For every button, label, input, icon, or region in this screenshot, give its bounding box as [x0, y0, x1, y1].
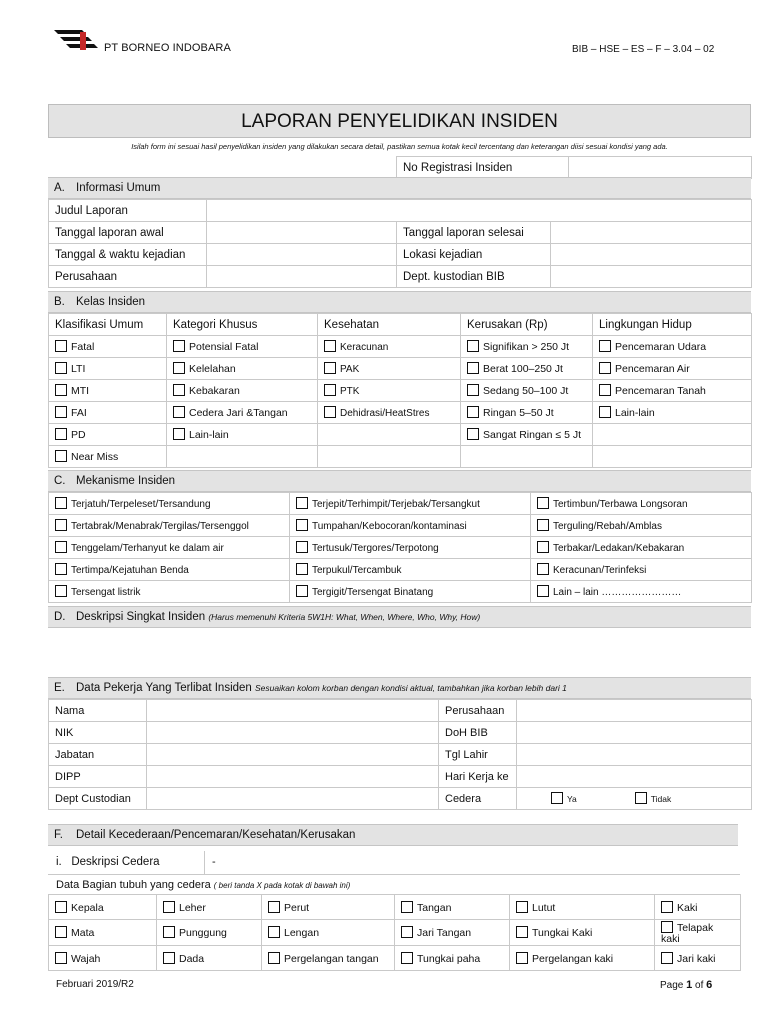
empty-cell	[167, 446, 318, 468]
worker-field-input[interactable]	[147, 722, 439, 744]
checkbox-option[interactable]	[167, 402, 318, 424]
sub-i-value[interactable]: -	[212, 856, 216, 868]
checkbox-option[interactable]	[49, 493, 290, 515]
worker-field-label: Perusahaan	[439, 700, 517, 722]
checkbox[interactable]	[467, 362, 479, 374]
checkbox-label: Pergelangan tangan	[284, 952, 379, 965]
checkbox-option[interactable]	[290, 515, 531, 537]
tgl-waktu-input[interactable]	[207, 244, 397, 266]
checkbox-option[interactable]	[49, 446, 167, 468]
checkbox[interactable]	[296, 519, 308, 531]
checkbox[interactable]	[599, 406, 611, 418]
checkbox-option[interactable]	[395, 920, 510, 946]
checkbox-label: Terjepit/Terhimpit/Terjebak/Tersangkut	[312, 499, 480, 510]
checkbox[interactable]	[55, 926, 67, 938]
checkbox-option[interactable]	[531, 515, 752, 537]
checkbox[interactable]	[55, 563, 67, 575]
checkbox-label: Terpukul/Tercambuk	[312, 565, 402, 576]
checkbox-label: PAK	[340, 364, 360, 375]
checkbox[interactable]	[173, 384, 185, 396]
checkbox-option[interactable]	[593, 380, 752, 402]
kelas-column-header: Lingkungan Hidup	[593, 314, 752, 336]
checkbox[interactable]	[268, 926, 280, 938]
checkbox-option[interactable]	[49, 336, 167, 358]
checkbox[interactable]	[516, 926, 528, 938]
checkbox[interactable]	[296, 541, 308, 553]
checkbox-option[interactable]	[318, 358, 461, 380]
empty-cell	[593, 424, 752, 446]
section-b-header: B. Kelas Insiden	[48, 291, 751, 313]
checkbox-label: Tungkai paha	[417, 952, 481, 965]
checkbox[interactable]	[163, 926, 175, 938]
registration-label: No Registrasi Insiden	[397, 157, 569, 179]
cedera-tidak-label: Tidak	[650, 794, 672, 804]
checkbox-label: Jari Tangan	[417, 927, 472, 939]
section-d-description-area[interactable]	[48, 629, 751, 677]
checkbox[interactable]	[268, 952, 280, 964]
empty-cell	[461, 446, 593, 468]
checkbox-label: Pergelangan kaki	[532, 952, 614, 965]
checkbox[interactable]	[55, 362, 67, 374]
checkbox-label: MTI	[71, 385, 90, 397]
cedera-tidak-checkbox[interactable]	[635, 792, 647, 804]
checkbox-label: Pencemaran Tanah	[615, 385, 706, 397]
registration-input[interactable]	[569, 157, 752, 179]
checkbox-option[interactable]	[461, 380, 593, 402]
checkbox-option[interactable]	[531, 581, 752, 603]
section-b-table	[48, 313, 752, 468]
checkbox-label: Terguling/Rebah/Amblas	[553, 521, 662, 532]
perusahaan-label: Perusahaan	[49, 266, 207, 288]
checkbox-option[interactable]	[49, 895, 157, 920]
checkbox-label: Tangan	[417, 901, 452, 914]
checkbox-option[interactable]	[461, 424, 593, 446]
checkbox-label: Dada	[179, 952, 205, 965]
checkbox-label: Fatal	[71, 341, 95, 353]
worker-field-input[interactable]	[147, 700, 439, 722]
worker-field-input[interactable]	[517, 744, 752, 766]
checkbox-option[interactable]	[49, 402, 167, 424]
checkbox[interactable]	[537, 519, 549, 531]
checkbox[interactable]	[268, 901, 280, 913]
section-e-note: Sesuaikan kolom korban dengan kondisi aktual, tambahkan jika korban lebih dari 1	[255, 683, 567, 693]
checkbox[interactable]	[55, 450, 67, 462]
judul-label: Judul Laporan	[49, 200, 207, 222]
section-b-title: Kelas Insiden	[76, 296, 146, 308]
checkbox[interactable]	[55, 585, 67, 597]
checkbox-option[interactable]	[157, 895, 262, 920]
checkbox[interactable]	[296, 497, 308, 509]
checkbox-label: Tertimpa/Kejatuhan Benda	[71, 565, 189, 576]
form-title: LAPORAN PENYELIDIKAN INSIDEN	[48, 104, 751, 138]
checkbox-option[interactable]	[290, 493, 531, 515]
checkbox-label: Tertabrak/Menabrak/Tergilas/Tersenggol	[71, 521, 249, 532]
checkbox[interactable]	[55, 406, 67, 418]
checkbox-option[interactable]	[262, 895, 395, 920]
section-c-header: C. Mekanisme Insiden	[48, 470, 751, 492]
checkbox-option[interactable]	[167, 424, 318, 446]
worker-field-input[interactable]	[517, 766, 752, 788]
section-e-table	[48, 699, 752, 810]
dept-input[interactable]	[551, 266, 752, 288]
kelas-column-header: Kesehatan	[318, 314, 461, 336]
checkbox[interactable]	[296, 563, 308, 575]
checkbox-option[interactable]	[395, 895, 510, 920]
body-part-table	[48, 894, 741, 971]
checkbox[interactable]	[55, 901, 67, 913]
checkbox-option[interactable]	[593, 402, 752, 424]
section-d-title: Deskripsi Singkat Insiden	[76, 611, 206, 623]
worker-field-label: DoH BIB	[439, 722, 517, 744]
worker-field-input[interactable]	[517, 722, 752, 744]
checkbox-label: Lain-lain	[189, 429, 229, 441]
cedera-ya-checkbox[interactable]	[551, 792, 563, 804]
checkbox[interactable]	[296, 585, 308, 597]
checkbox-label: PD	[71, 429, 86, 441]
checkbox[interactable]	[173, 428, 185, 440]
checkbox-option[interactable]	[157, 920, 262, 946]
checkbox-option[interactable]	[290, 559, 531, 581]
worker-field-input[interactable]	[147, 788, 439, 810]
checkbox-option[interactable]	[49, 537, 290, 559]
checkbox-label: Tertimbun/Terbawa Longsoran	[553, 499, 688, 510]
checkbox[interactable]	[661, 921, 673, 933]
checkbox-label: Sangat Ringan ≤ 5 Jt	[483, 429, 581, 441]
kelas-column-header: Klasifikasi Umum	[49, 314, 167, 336]
checkbox-label: Kaki	[677, 901, 698, 914]
checkbox-label: Kebakaran	[189, 385, 240, 397]
checkbox-option[interactable]	[593, 358, 752, 380]
checkbox-label: Terjatuh/Terpeleset/Tersandung	[71, 499, 211, 510]
checkbox[interactable]	[55, 428, 67, 440]
checkbox-label: FAI	[71, 407, 87, 419]
checkbox[interactable]	[163, 901, 175, 913]
checkbox-label: Signifikan > 250 Jt	[483, 341, 570, 353]
tgl-selesai-input[interactable]	[551, 222, 752, 244]
checkbox-option[interactable]	[593, 336, 752, 358]
checkbox-label: Pencemaran Udara	[615, 341, 707, 353]
checkbox[interactable]	[55, 497, 67, 509]
checkbox[interactable]	[324, 384, 336, 396]
section-c-table	[48, 492, 752, 603]
lokasi-label: Lokasi kejadian	[397, 244, 551, 266]
perusahaan-input[interactable]	[207, 266, 397, 288]
checkbox-label: Tungkai Kaki	[532, 927, 593, 939]
worker-field-label: DIPP	[49, 766, 147, 788]
kelas-column-header: Kategori Khusus	[167, 314, 318, 336]
lokasi-input[interactable]	[551, 244, 752, 266]
section-d-note: (Harus memenuhi Kriteria 5W1H: What, When, Where, Who, Why, How)	[208, 612, 481, 622]
checkbox-option[interactable]	[510, 895, 655, 920]
footer-revision: Februari 2019/R2	[56, 979, 134, 990]
checkbox-label: Perut	[284, 901, 310, 914]
checkbox[interactable]	[537, 585, 549, 597]
checkbox-option[interactable]	[531, 537, 752, 559]
document-code: BIB – HSE – ES – F – 3.04 – 02	[572, 44, 715, 55]
checkbox-option[interactable]	[49, 424, 167, 446]
section-e-header: E. Data Pekerja Yang Terlibat Insiden Sesuaikan kolom korban dengan kondisi aktual, tambahkan jika korban lebih dari 1	[48, 677, 751, 699]
checkbox[interactable]	[467, 406, 479, 418]
section-a-title: Informasi Umum	[76, 182, 161, 194]
checkbox-option[interactable]	[167, 358, 318, 380]
worker-field-input[interactable]	[147, 744, 439, 766]
empty-cell	[318, 424, 461, 446]
checkbox-option[interactable]	[531, 493, 752, 515]
checkbox-label: Pencemaran Air	[615, 363, 690, 375]
checkbox[interactable]	[55, 384, 67, 396]
checkbox-option[interactable]	[318, 380, 461, 402]
checkbox[interactable]	[467, 340, 479, 352]
checkbox-option[interactable]	[395, 946, 510, 971]
company-logo	[52, 28, 100, 52]
checkbox-label: Lutut	[532, 901, 556, 914]
checkbox[interactable]	[661, 901, 673, 913]
checkbox-label: Potensial Fatal	[189, 341, 259, 353]
checkbox-option[interactable]	[531, 559, 752, 581]
checkbox-label: Berat 100–250 Jt	[483, 363, 563, 375]
checkbox[interactable]	[55, 519, 67, 531]
checkbox-option[interactable]	[510, 920, 655, 946]
checkbox[interactable]	[173, 406, 185, 418]
checkbox-option[interactable]	[655, 920, 741, 946]
checkbox[interactable]	[599, 384, 611, 396]
cedera-options[interactable]	[517, 788, 752, 810]
checkbox-label: Keracunan/Terinfeksi	[553, 565, 647, 576]
section-e-title: Data Pekerja Yang Terlibat Insiden	[76, 682, 252, 694]
checkbox-option[interactable]	[49, 380, 167, 402]
checkbox-label: LTI	[71, 363, 86, 375]
checkbox-option[interactable]	[655, 946, 741, 971]
checkbox-label: Keracunan	[340, 342, 389, 353]
form-instruction: Isilah form ini sesuai hasil penyelidikan insiden yang dilakukan secara detail, pastikan semua kotak kecil tercentang dan keterangan diisi sesuai kondisi yang ada.	[131, 142, 668, 151]
worker-field-input[interactable]	[517, 700, 752, 722]
checkbox[interactable]	[537, 497, 549, 509]
checkbox-label: Tergigit/Tersengat Binatang	[312, 587, 434, 598]
sub-i-label: i. Deskripsi Cedera	[56, 856, 160, 868]
checkbox-option[interactable]	[49, 920, 157, 946]
checkbox[interactable]	[599, 362, 611, 374]
checkbox-option[interactable]	[461, 402, 593, 424]
checkbox[interactable]	[163, 952, 175, 964]
checkbox[interactable]	[599, 340, 611, 352]
checkbox[interactable]	[173, 362, 185, 374]
worker-field-label: Dept Custodian	[49, 788, 147, 810]
worker-field-label: Cedera	[439, 788, 517, 810]
checkbox-option[interactable]	[49, 559, 290, 581]
checkbox-label: Kelelahan	[189, 363, 236, 375]
checkbox-label: Tenggelam/Terhanyut ke dalam air	[71, 543, 224, 554]
checkbox[interactable]	[537, 563, 549, 575]
worker-field-label: Jabatan	[49, 744, 147, 766]
checkbox-option[interactable]	[290, 581, 531, 603]
checkbox-label: Terbakar/Ledakan/Kebakaran	[553, 543, 685, 554]
checkbox-label: Cedera Jari &Tangan	[189, 407, 288, 419]
checkbox-option[interactable]	[461, 358, 593, 380]
checkbox-option[interactable]	[655, 895, 741, 920]
checkbox[interactable]	[324, 362, 336, 374]
checkbox-label: Near Miss	[71, 451, 119, 463]
worker-field-label: Hari Kerja ke	[439, 766, 517, 788]
tgl-awal-label: Tanggal laporan awal	[49, 222, 207, 244]
checkbox-option[interactable]	[318, 336, 461, 358]
section-a-table	[48, 199, 752, 288]
checkbox-label: Punggung	[179, 927, 227, 939]
checkbox-option[interactable]	[318, 402, 461, 424]
kelas-column-header: Kerusakan (Rp)	[461, 314, 593, 336]
checkbox-label: Tersengat listrik	[71, 587, 141, 598]
body-part-note: ( beri tanda X pada kotak di bawah ini)	[213, 881, 351, 890]
checkbox[interactable]	[537, 541, 549, 553]
checkbox-label: PTK	[340, 386, 360, 397]
cedera-ya-label: Ya	[567, 794, 577, 804]
empty-cell	[318, 446, 461, 468]
section-c-title: Mekanisme Insiden	[76, 475, 176, 487]
worker-field-label: Nama	[49, 700, 147, 722]
tgl-awal-input[interactable]	[207, 222, 397, 244]
checkbox-option[interactable]	[167, 336, 318, 358]
checkbox-label: Tumpahan/Kebocoran/kontaminasi	[312, 521, 467, 532]
registration-table	[396, 156, 752, 179]
checkbox-label: Lain-lain	[615, 407, 655, 419]
checkbox[interactable]	[467, 428, 479, 440]
checkbox[interactable]	[173, 340, 185, 352]
checkbox-option[interactable]	[510, 946, 655, 971]
checkbox-option[interactable]	[262, 946, 395, 971]
section-a-header: A. Informasi Umum	[48, 177, 751, 199]
checkbox[interactable]	[516, 901, 528, 913]
checkbox-option[interactable]	[49, 358, 167, 380]
section-d-header: D. Deskripsi Singkat Insiden (Harus memenuhi Kriteria 5W1H: What, When, Where, Who, Why, How)	[48, 606, 751, 628]
checkbox-label: Jari kaki	[677, 952, 716, 965]
checkbox[interactable]	[401, 901, 413, 913]
checkbox-label: Telapak kaki	[661, 922, 714, 945]
checkbox-option[interactable]	[157, 946, 262, 971]
checkbox-option[interactable]	[49, 515, 290, 537]
tgl-selesai-label: Tanggal laporan selesai	[397, 222, 551, 244]
checkbox-label: Sedang 50–100 Jt	[483, 385, 569, 397]
checkbox-label: Dehidrasi/HeatStres	[340, 408, 430, 419]
checkbox[interactable]	[401, 926, 413, 938]
checkbox-label: Lain – lain ……………………	[553, 587, 682, 598]
checkbox-label: Lengan	[284, 927, 320, 939]
checkbox[interactable]	[55, 340, 67, 352]
worker-field-input[interactable]	[147, 766, 439, 788]
checkbox-option[interactable]	[290, 537, 531, 559]
body-part-title: Data Bagian tubuh yang cedera ( beri tanda X pada kotak di bawah ini)	[56, 879, 351, 891]
empty-cell	[593, 446, 752, 468]
judul-input[interactable]	[207, 200, 752, 222]
checkbox[interactable]	[324, 406, 336, 418]
checkbox[interactable]	[55, 541, 67, 553]
checkbox-label: Kepala	[71, 901, 104, 914]
checkbox-label: Mata	[71, 927, 95, 939]
checkbox[interactable]	[467, 384, 479, 396]
checkbox[interactable]	[401, 952, 413, 964]
section-f-header: F. Detail Kecederaan/Pencemaran/Kesehatan/Kerusakan	[48, 824, 738, 846]
checkbox-option[interactable]	[49, 581, 290, 603]
checkbox-label: Tertusuk/Tergores/Terpotong	[312, 543, 439, 554]
footer-page: Page 1 of 6	[660, 979, 713, 991]
checkbox[interactable]	[324, 340, 336, 352]
checkbox-option[interactable]	[461, 336, 593, 358]
checkbox-option[interactable]	[167, 380, 318, 402]
dept-label: Dept. kustodian BIB	[397, 266, 551, 288]
worker-field-label: Tgl Lahir	[439, 744, 517, 766]
tgl-waktu-label: Tanggal & waktu kejadian	[49, 244, 207, 266]
checkbox[interactable]	[661, 952, 673, 964]
checkbox-option[interactable]	[49, 946, 157, 971]
checkbox-option[interactable]	[262, 920, 395, 946]
company-name: PT BORNEO INDOBARA	[104, 42, 231, 54]
checkbox-label: Ringan 5–50 Jt	[483, 407, 554, 419]
checkbox-label: Wajah	[71, 952, 101, 965]
section-f-title: Detail Kecederaan/Pencemaran/Kesehatan/Kerusakan	[76, 829, 356, 841]
checkbox[interactable]	[55, 952, 67, 964]
checkbox-label: Leher	[179, 901, 206, 914]
checkbox[interactable]	[516, 952, 528, 964]
worker-field-label: NIK	[49, 722, 147, 744]
